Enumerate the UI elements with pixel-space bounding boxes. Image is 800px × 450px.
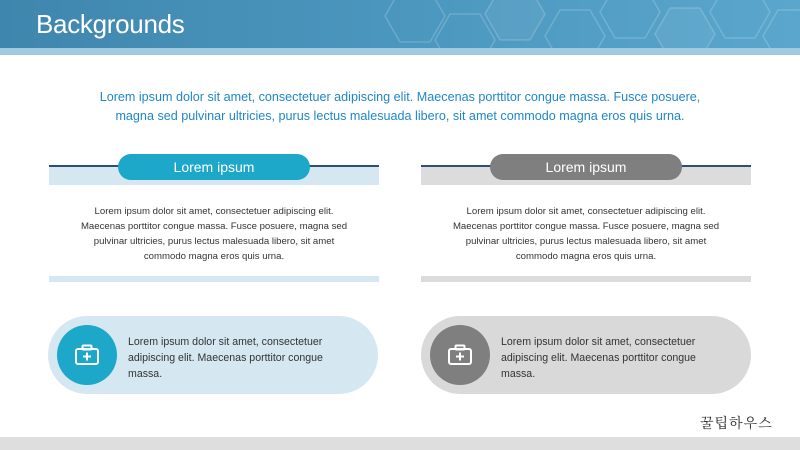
panel-line-text: commodo magna eros quis urna. bbox=[515, 251, 657, 262]
panel-title-pill: Lorem ipsum bbox=[490, 154, 682, 180]
first-aid-kit-icon bbox=[430, 325, 490, 385]
panel-line-text: pulvinar ultricies, purus lectus malesuada libero, sit amet bbox=[465, 236, 707, 247]
card-line-text: adipiscing elit. Maecenas porttitor congue bbox=[501, 352, 696, 364]
panel-line-text: Maecenas porttitor congue massa. Fusce posuere, magna sed bbox=[80, 221, 348, 232]
intro-line: magna sed pulvinar ultricies, purus lectus malesuada libero, sit amet commodo magna eros quis urna. bbox=[115, 109, 685, 123]
card-line-text: Lorem ipsum dolor sit amet, consectetuer bbox=[128, 336, 323, 348]
header-strip bbox=[0, 48, 800, 55]
intro-text bbox=[60, 88, 740, 126]
card-line-text: massa. bbox=[128, 368, 163, 380]
panel-line-text: Lorem ipsum dolor sit amet, consectetuer adipiscing elit. bbox=[466, 206, 706, 217]
first-aid-kit-icon bbox=[447, 344, 473, 366]
panel-body-text bbox=[431, 204, 741, 264]
first-aid-kit-icon bbox=[74, 344, 100, 366]
page-title: Backgrounds bbox=[36, 9, 185, 39]
panel-line-text: commodo magna eros quis urna. bbox=[143, 251, 285, 262]
card-text bbox=[128, 334, 363, 382]
panel-body-text bbox=[59, 204, 369, 264]
card-line-text: massa. bbox=[501, 368, 536, 380]
intro-line: Lorem ipsum dolor sit amet, consectetuer adipiscing elit. Maecenas porttitor congue massa. Fusce posuere, bbox=[99, 90, 701, 104]
panel-line-text: pulvinar ultricies, purus lectus malesuada libero, sit amet bbox=[93, 236, 335, 247]
card-line-text: Lorem ipsum dolor sit amet, consectetuer bbox=[501, 336, 696, 348]
watermark-text: 꿀팁하우스 bbox=[700, 416, 773, 432]
first-aid-kit-icon bbox=[57, 325, 117, 385]
info-card-right bbox=[421, 316, 751, 394]
card-line-text: adipiscing elit. Maecenas porttitor congue bbox=[128, 352, 323, 364]
info-card-left bbox=[48, 316, 378, 394]
footer-bar bbox=[0, 437, 800, 450]
content-panel-right bbox=[421, 154, 751, 282]
content-panel-left bbox=[49, 154, 379, 282]
panel-line-text: Lorem ipsum dolor sit amet, consectetuer adipiscing elit. bbox=[94, 206, 334, 217]
panel-line-text: Maecenas porttitor congue massa. Fusce posuere, magna sed bbox=[452, 221, 720, 232]
card-text bbox=[501, 334, 736, 382]
panel-bottom-bar bbox=[49, 276, 379, 282]
panel-bottom-bar bbox=[421, 276, 751, 282]
header-banner bbox=[0, 0, 800, 48]
panel-title-pill: Lorem ipsum bbox=[118, 154, 310, 180]
